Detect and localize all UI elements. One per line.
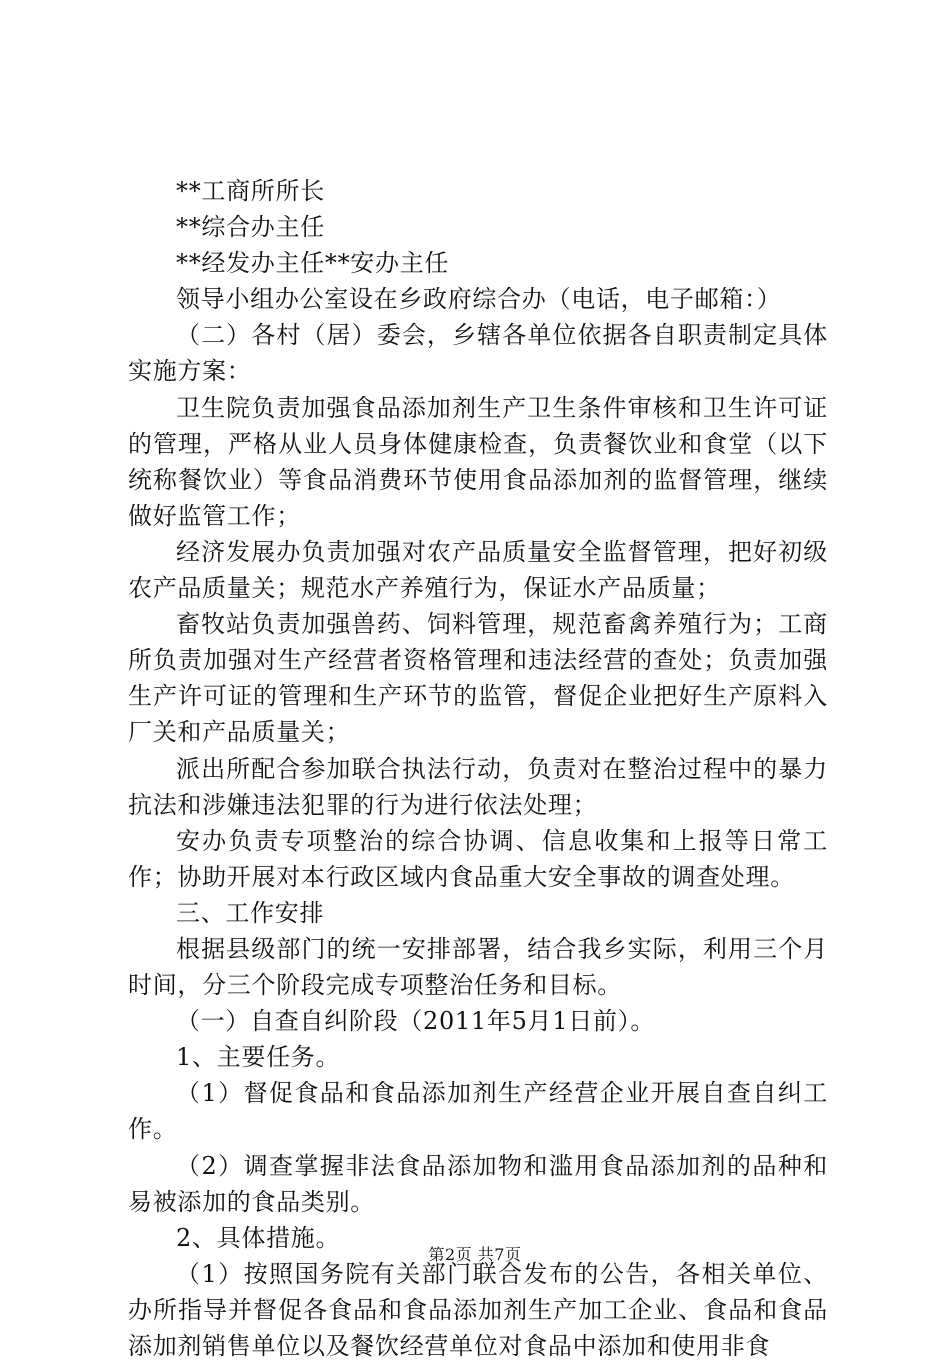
paragraph: 经济发展办负责加强对农产品质量安全监督管理，把好初级农产品质量关；规范水产养殖行为，保证水产品质量；	[128, 537, 828, 603]
paragraph: （二）各村（居）委会，乡辖各单位依据各自职责制定具体实施方案：	[128, 321, 828, 386]
paragraph: 派出所配合参加联合执法行动，负责对在整治过程中的暴力抗法和涉嫌违法犯罪的行为进行依法处理；	[128, 754, 828, 819]
item-heading: 2、具体措施。	[176, 1223, 341, 1252]
list-item: （1）督促食品和食品添加剂生产经营企业开展自查自纠工作。	[128, 1079, 828, 1144]
paragraph: 安办负责专项整治的综合协调、信息收集和上报等日常工作；协助开展对本行政区域内食品重大安全事故的调查处理。	[128, 826, 828, 891]
paragraph: **工商所所长	[176, 177, 325, 205]
section-heading: 三、工作安排	[176, 898, 325, 927]
paragraph: **综合办主任	[176, 213, 325, 242]
page-number-footer: 第2页 共7页	[428, 1245, 522, 1264]
paragraph: 根据县级部门的统一安排部署，结合我乡实际，利用三个月时间，分三个阶段完成专项整治任务和目标。	[128, 934, 828, 1000]
document-body	[128, 173, 828, 1364]
subsection-heading: （一）自查自纠阶段（2011年5月1日前）。	[176, 1007, 656, 1036]
list-item: （1）按照国务院有关部门联合发布的公告，各相关单位、办所指导并督促各食品和食品添加剂生产加工企业、食品和食品添加剂销售单位以及餐饮经营单位对食品中添加和使用非食	[128, 1259, 828, 1360]
item-heading: 1、主要任务。	[176, 1043, 341, 1072]
paragraph: 畜牧站负责加强兽药、饲料管理，规范畜禽养殖行为；工商所负责加强对生产经营者资格管理和违法经营的查处；负责加强生产许可证的管理和生产环节的监管，督促企业把好生产原料入厂关和产品质量关；	[128, 610, 828, 747]
paragraph: **经发办主任**安办主任	[176, 249, 450, 278]
list-item: （2）调查掌握非法食品添加物和滥用食品添加剂的品种和易被添加的食品类别。	[128, 1151, 828, 1216]
paragraph: 领导小组办公室设在乡政府综合办（电话，电子邮箱：）	[176, 285, 782, 314]
paragraph: 卫生院负责加强食品添加剂生产卫生条件审核和卫生许可证的管理，严格从业人员身体健康检查，负责餐饮业和食堂（以下统称餐饮业）等食品消费环节使用食品添加剂的监督管理，继续做好监管工作；	[128, 393, 828, 530]
